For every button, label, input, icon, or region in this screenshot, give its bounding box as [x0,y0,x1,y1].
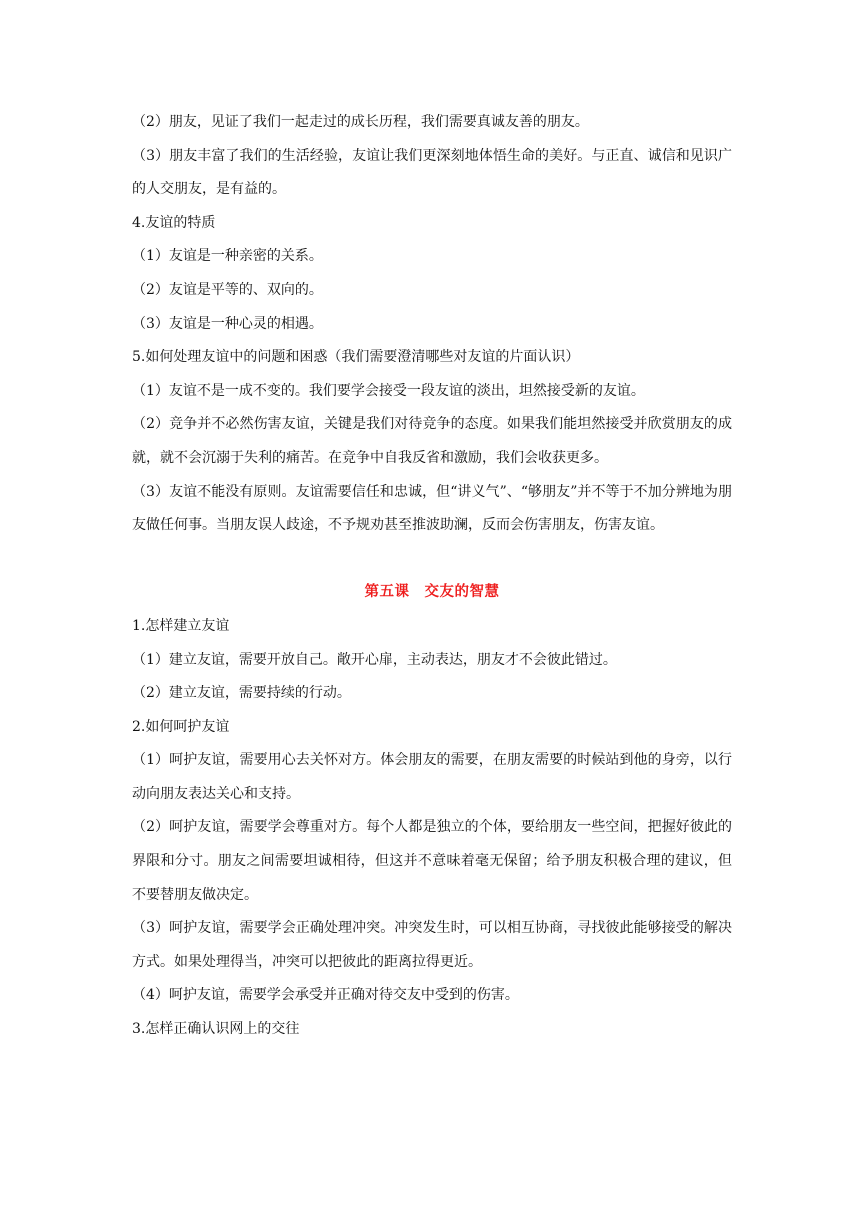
list-item: （4）呵护友谊，需要学会承受并正确对待交友中受到的伤害。 [132,987,519,1004]
list-item: （2）建立友谊，需要持续的行动。 [132,685,351,702]
list-item: （2）友谊是平等的、双向的。 [132,281,323,298]
paragraph-friends-enrich: （3）朋友丰富了我们的生活经验，友谊让我们更深刻地体悟生命的美好。与正直、诚信和见识广的人交朋友，是有益的。 [132,147,732,198]
heading-protect-friendship: 2.如何呵护友谊 [132,718,230,735]
list-item: （1）呵护友谊，需要用心去关怀对方。体会朋友的需要，在朋友需要的时候站到他的身旁，以行动向朋友表达关心和支持。 [132,752,732,802]
heading-build-friendship: 1.怎样建立友谊 [132,617,230,634]
list-item: （2）竞争并不必然伤害友谊，关键是我们对待竞争的态度。如果我们能坦然接受并欣赏朋友的成就，就不会沉溺于失利的痛苦。在竞争中自我反省和激励，我们会收获更多。 [132,416,732,466]
list-item: （1）友谊是一种亲密的关系。 [132,248,323,265]
lesson-title: 第五课 交友的智慧 [364,584,500,601]
heading-online-friendship: 3.怎样正确认识网上的交往 [132,1021,300,1038]
heading-friendship-problems: 5.如何处理友谊中的问题和困惑（我们需要澄清哪些对友谊的片面认识） [132,349,580,366]
document-body [132,106,732,1047]
list-item: （3）友谊不能没有原则。友谊需要信任和忠诚，但“讲义气”、“够朋友”并不等于不加分辨地为朋友做任何事。当朋友误人歧途，不予规劝甚至推波助澜，反而会伤害朋友，伤害友谊。 [132,483,732,534]
paragraph-friends-growth: （2）朋友，见证了我们一起走过的成长历程，我们需要真诚友善的朋友。 [132,114,589,130]
list-item: （3）友谊是一种心灵的相遇。 [132,315,323,332]
heading-friendship-qualities: 4.友谊的特质 [132,214,216,231]
list-item: （1）建立友谊，需要开放自己。敞开心扉，主动表达，朋友才不会彼此错过。 [132,651,617,668]
list-item: （3）呵护友谊，需要学会正确处理冲突。冲突发生时，可以相互协商，寻找彼此能够接受的解决方式。如果处理得当，冲突可以把彼此的距离拉得更近。 [132,920,732,970]
list-item: （1）友谊不是一成不变的。我们要学会接受一段友谊的淡出，坦然接受新的友谊。 [132,382,645,399]
list-item: （2）呵护友谊，需要学会尊重对方。每个人都是独立的个体，要给朋友一些空间，把握好彼此的界限和分寸。朋友之间需要坦诚相待，但这并不意味着毫无保留；给予朋友积极合理的建议，但不要替朋友做决定。 [132,819,732,903]
blank-line [132,543,732,577]
